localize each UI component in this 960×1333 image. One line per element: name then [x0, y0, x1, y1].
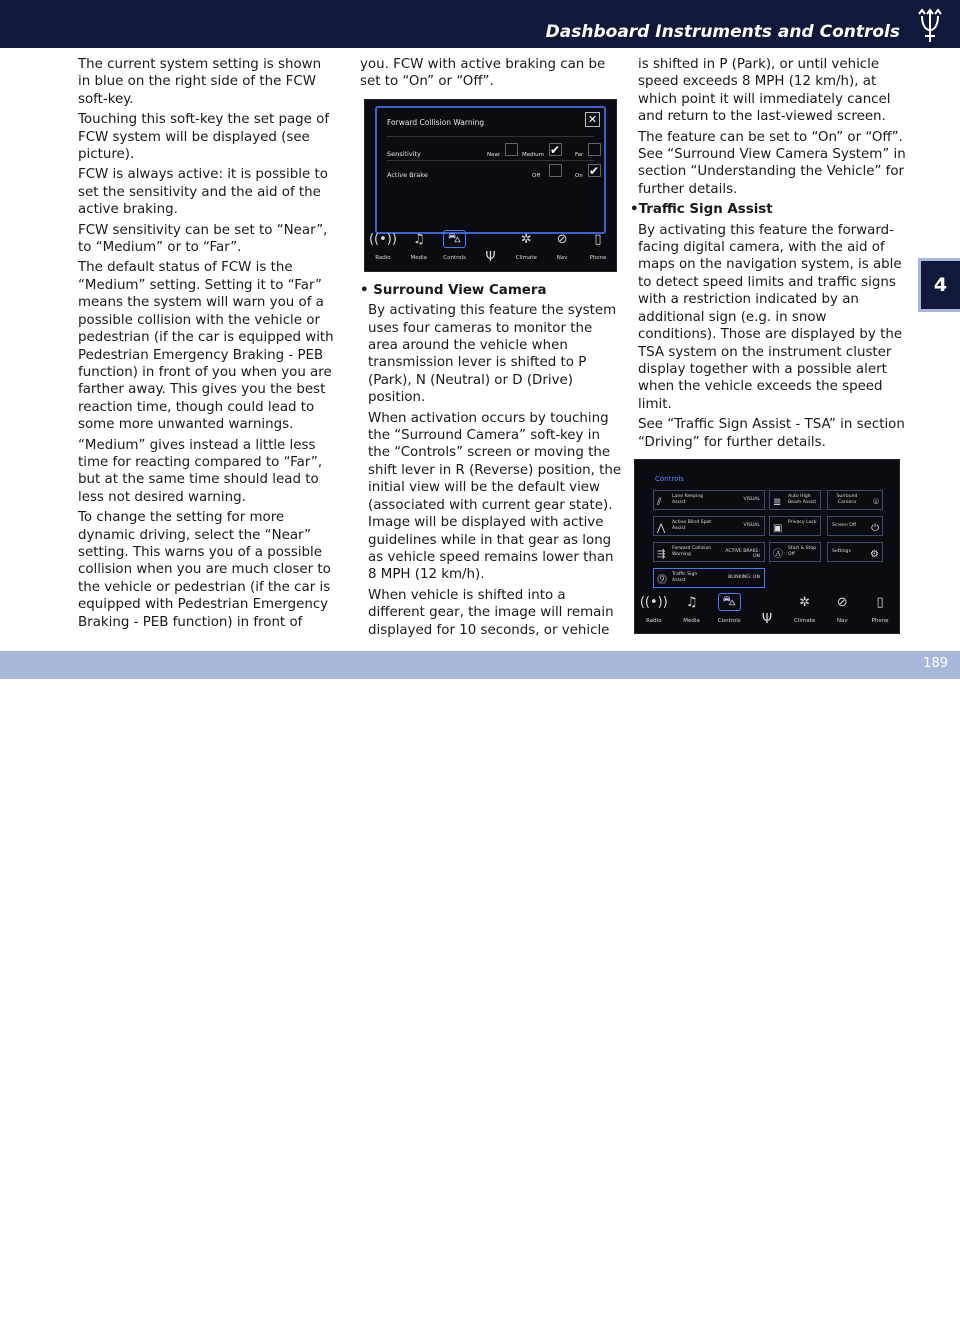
paragraph: When activation occurs by touching the “Surround Camera” soft-key in the “Controls” screen or moving the shift lever in R (Reverse) position, the initial view will be the default view (associated with current gear state). Image will be displayed with active guidelines while in that gear as long as vehicle speed remains lower than 8 MPH (12 km/h). — [368, 410, 622, 583]
nav-controls: ⛍ Controls — [443, 231, 466, 262]
car-icon: ⛍ — [443, 230, 466, 248]
option-off: Off — [532, 172, 541, 179]
text-column-3 — [630, 56, 906, 634]
start-stop-icon: Ⓐ — [773, 548, 783, 560]
option-near: Near — [487, 151, 501, 158]
check-icon: ✔ — [589, 163, 600, 178]
radio-icon: ((•)) — [368, 232, 397, 248]
controls-title: Controls — [655, 474, 684, 483]
nav-controls: ⛍ Controls — [717, 593, 741, 624]
nav-home — [475, 250, 505, 268]
nav-bar — [635, 593, 899, 633]
off-checkbox — [549, 164, 562, 177]
close-icon: ✕ — [585, 112, 600, 127]
nav-bar — [365, 231, 616, 271]
compass-icon: ⊘ — [836, 594, 848, 610]
trident-logo-icon — [914, 8, 946, 44]
paragraph: “Medium” gives instead a little less time for reacting compared to “Far”, but at the same time should lead to less not desired warning. — [78, 437, 323, 505]
section-title: Dashboard Instruments and Controls — [545, 22, 900, 42]
option-medium: Medium — [522, 151, 544, 158]
medium-checkbox — [549, 143, 562, 156]
paragraph: To change the setting for more dynamic driving, select the “Near” setting. This warns you of a possible collision when you are much closer to the vehicle or pedestrian (if the car is equipped with Pedestrian Emergency Braking - PEB function) in front of — [78, 510, 331, 630]
music-note-icon: ♫ — [412, 232, 425, 248]
page-header — [0, 0, 960, 48]
trident-icon: Ψ — [761, 611, 773, 627]
compass-icon: ⊘ — [556, 232, 568, 248]
radio-icon: ((•)) — [639, 594, 668, 610]
car-icon: ⛍ — [718, 593, 741, 611]
fcw-dialog-title: Forward Collision Warning — [387, 117, 485, 127]
headlight-icon: ≣ — [773, 496, 782, 508]
far-checkbox — [588, 143, 601, 156]
paragraph: you. FCW with active braking can be set to “On” or “Off”. — [360, 57, 606, 90]
nav-nav: ⊘ Nav — [556, 232, 568, 262]
watermark: carmanualsonline.info — [300, 1292, 720, 1333]
check-icon: ✔ — [550, 142, 561, 157]
power-icon: ⏻ — [871, 522, 879, 534]
page-footer — [0, 651, 960, 1333]
sensitivity-label: Sensitivity — [387, 149, 421, 158]
paragraph: See “Traffic Sign Assist - TSA” in section “Driving” for further details. — [638, 417, 905, 450]
tile-surround-camera: Surround Camera ⌾ — [827, 490, 883, 510]
tile-traffic-sign: ⓽ Traffic Sign Assist BLINKING: ON — [653, 568, 765, 588]
option-on: On — [575, 172, 583, 179]
phone-icon: ▯ — [876, 594, 884, 610]
tile-privacy-lock: ▣ Privacy Lock — [769, 516, 821, 536]
nav-phone: ▯ Phone — [589, 232, 607, 262]
nav-media: ♫ Media — [410, 232, 428, 262]
on-checkbox — [588, 164, 601, 177]
trident-icon: Ψ — [485, 249, 496, 265]
chapter-tab: 4 — [918, 258, 960, 312]
option-far: Far — [575, 151, 584, 158]
text-column-1 — [78, 56, 334, 634]
collision-icon: ⇶ — [657, 548, 666, 560]
nav-climate: ✲ Climate — [794, 594, 816, 624]
page-number: 189 — [923, 656, 948, 671]
active-brake-label: Active Brake — [387, 170, 428, 179]
paragraph: The default status of FCW is the “Medium” setting. Setting it to “Far” means the system will warn you of a possible collision with the vehicle or pedestrian (if the car is equipped with Pedestrian Emergency Braking - PEB function) in front of you when you are farther away. This gives you the best reaction time, though could lead to some more unwanted warnings. — [78, 260, 334, 433]
tsa-heading: •Traffic Sign Assist — [630, 202, 773, 218]
tile-screen-off: Screen Off ⏻ — [827, 516, 883, 536]
tile-blind-spot: ⋀ Active Blind Spot Assist VISUAL — [653, 516, 765, 536]
surround-heading: • Surround View Camera — [360, 282, 547, 298]
paragraph: Touching this soft-key the set page of FCW system will be displayed (see picture). — [78, 112, 330, 163]
nav-phone: ▯ Phone — [871, 594, 889, 624]
paragraph: FCW sensitivity can be set to “Near”, to “Medium” or to “Far”. — [78, 222, 328, 256]
divider — [387, 160, 594, 161]
paragraph: By activating this feature the system uses four cameras to monitor the area around the vehicle when transmission lever is shifted to P (Park), N (Neutral) or D (Drive) position. — [368, 303, 617, 406]
gear-icon: ⚙ — [870, 548, 879, 560]
nav-climate: ✲ Climate — [515, 232, 537, 262]
paragraph: The feature can be set to “On” or “Off”. See “Surround View Camera System” in section “Understanding the Vehicle” for further details. — [638, 129, 906, 197]
fcw-screen-image — [364, 99, 617, 272]
paragraph: is shifted in P (Park), or until vehicle speed exceeds 8 MPH (12 km/h), at which point it will immediately cancel and return to the last-viewed screen. — [638, 57, 891, 125]
fan-icon: ✲ — [520, 232, 532, 248]
paragraph: FCW is always active: it is possible to set the sensitivity and the aid of the active braking. — [78, 167, 328, 218]
paragraph: When vehicle is shifted into a different gear, the image will remain displayed for 10 seconds, or vehicle — [368, 587, 614, 638]
nav-radio: ((•)) Radio — [368, 232, 397, 262]
lock-icon: ▣ — [773, 522, 783, 534]
nav-media: ♫ Media — [683, 594, 700, 624]
fan-icon: ✲ — [799, 594, 811, 610]
text-column-2 — [360, 56, 622, 642]
divider — [387, 136, 594, 137]
camera-icon: ⌾ — [873, 496, 879, 508]
fcw-dialog — [375, 106, 606, 234]
tile-lane-keeping: ⫽ Lane Keeping Assist VISUAL — [653, 490, 765, 510]
paragraph: The current system setting is shown in blue on the right side of the FCW soft-key. — [78, 57, 322, 107]
speed-sign-icon: ⓽ — [657, 574, 667, 586]
paragraph: By activating this feature the forward-facing digital camera, with the aid of maps on the navigation system, is able to detect speed limits and traffic signs with a restriction indicated by an additional sign (e.g. in snow conditions). Those are displayed by the TSA system on the instrument cluster display together with a possible alert when the vehicle exceeds the speed limit. — [638, 222, 903, 412]
music-note-icon: ♫ — [685, 594, 698, 610]
controls-screen-image — [634, 459, 900, 634]
blind-spot-icon: ⋀ — [657, 522, 666, 534]
tile-settings: Settings ⚙ — [827, 542, 883, 562]
phone-icon: ▯ — [594, 232, 602, 248]
near-checkbox — [505, 143, 518, 156]
nav-radio: ((•)) Radio — [639, 594, 668, 624]
lane-icon: ⫽ — [657, 496, 662, 508]
nav-home — [752, 612, 782, 630]
tile-start-stop: Ⓐ Start & Stop Off — [769, 542, 821, 562]
nav-nav: ⊘ Nav — [836, 594, 848, 624]
tile-forward-collision: ⇶ Forward Collision Warning ACTIVE BRAKE: ON — [653, 542, 765, 562]
tile-auto-high-beam: ≣ Auto High Beam Assist — [769, 490, 821, 510]
